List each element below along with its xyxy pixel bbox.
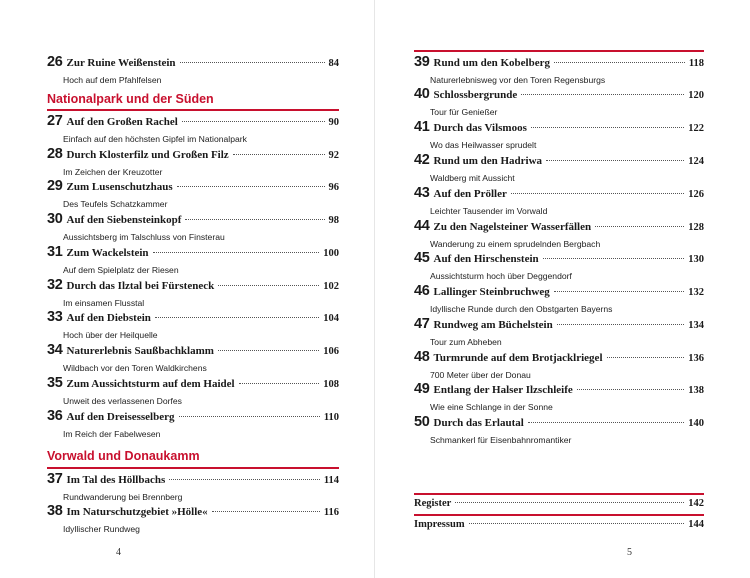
page-number: 5 (627, 547, 632, 558)
tour-subtitle: 700 Meter über der Donau (430, 370, 531, 380)
page-ref: 108 (323, 379, 339, 390)
leader-dots (531, 127, 684, 128)
tour-number: 38 (47, 503, 63, 519)
page-ref: 92 (328, 150, 339, 161)
toc-entry[interactable] (414, 54, 704, 90)
leader-dots (554, 62, 685, 63)
tour-title: Rundweg am Büchelstein (433, 319, 553, 331)
tour-number: 49 (414, 381, 430, 397)
toc-entry[interactable] (414, 119, 704, 155)
tour-subtitle: Tour zum Abheben (430, 337, 502, 347)
leader-dots (180, 62, 325, 63)
tour-subtitle: Rundwanderung bei Brennberg (63, 492, 183, 502)
page-ref: 140 (688, 418, 704, 429)
toc-entry[interactable] (47, 471, 339, 507)
section-heading: Vorwald und Donaukamm (47, 449, 200, 463)
page-ref: 120 (688, 90, 704, 101)
leader-dots (218, 350, 319, 351)
tour-title: Zu den Nagelsteiner Wasserfällen (433, 221, 592, 233)
toc-entry[interactable] (47, 54, 339, 90)
page-ref: 126 (688, 189, 704, 200)
tour-number: 44 (414, 218, 430, 234)
tour-title: Auf den Diebstein (66, 312, 151, 324)
leader-dots (182, 121, 325, 122)
tour-number: 28 (47, 146, 63, 162)
page-ref: 144 (688, 519, 704, 530)
tour-title: Zum Lusenschutzhaus (66, 181, 173, 193)
page-ref: 134 (688, 320, 704, 331)
tour-number: 26 (47, 54, 63, 70)
leader-dots (233, 154, 325, 155)
tour-title: Turmrunde auf dem Brotjacklriegel (433, 352, 603, 364)
tour-subtitle: Naturerlebnisweg vor den Toren Regensburgs (430, 75, 606, 85)
tour-subtitle: Hoch auf dem Pfahlfelsen (63, 75, 162, 85)
tour-subtitle: Einfach auf den höchsten Gipfel im Nationalpark (63, 134, 247, 144)
tour-number: 39 (414, 54, 430, 70)
tour-number: 29 (47, 178, 63, 194)
tour-title: Zum Wackelstein (66, 247, 149, 259)
page-ref: 132 (688, 287, 704, 298)
tour-number: 46 (414, 283, 430, 299)
extra-title: Register (414, 498, 452, 509)
section-rule (47, 109, 339, 111)
toc-extra-impressum[interactable] (414, 519, 704, 530)
leader-dots (212, 511, 320, 512)
tour-subtitle: Leichter Tausender im Vorwald (430, 206, 548, 216)
tour-subtitle: Wo das Heilwasser sprudelt (430, 140, 537, 150)
page-ref: 130 (688, 254, 704, 265)
extra-title: Impressum (414, 519, 465, 530)
tour-number: 36 (47, 408, 63, 424)
tour-subtitle: Waldberg mit Aussicht (430, 173, 515, 183)
page-ref: 110 (323, 412, 339, 423)
tour-subtitle: Wanderung zu einem sprudelnden Bergbach (430, 239, 601, 249)
page-ref: 136 (688, 353, 704, 364)
toc-entry[interactable] (47, 408, 339, 444)
toc-entry[interactable] (47, 211, 339, 247)
tour-subtitle: Im Zeichen der Kreuzotter (63, 167, 163, 177)
section-rule (414, 50, 704, 52)
leader-dots (577, 389, 684, 390)
toc-entry[interactable] (47, 503, 339, 539)
page-ref: 118 (688, 58, 704, 69)
leader-dots (511, 193, 684, 194)
page-ref: 114 (323, 475, 339, 486)
tour-title: Entlang der Halser Ilzschleife (433, 384, 573, 396)
section-rule (414, 493, 704, 495)
tour-title: Auf den Großen Rachel (66, 116, 178, 128)
toc-entry[interactable] (47, 342, 339, 378)
tour-title: Durch Klosterfilz und Großen Filz (66, 149, 229, 161)
tour-title: Zur Ruine Weißenstein (66, 57, 176, 69)
leader-dots (469, 523, 685, 524)
page-ref: 124 (688, 156, 704, 167)
leader-dots (153, 252, 320, 253)
tour-title: Im Naturschutzgebiet »Hölle« (66, 506, 208, 518)
tour-title: Rund um den Hadriwa (433, 155, 543, 167)
toc-entry[interactable] (414, 316, 704, 352)
toc-entry[interactable] (47, 244, 339, 280)
tour-title: Zum Aussichtsturm auf dem Haidel (66, 378, 235, 390)
leader-dots (455, 502, 684, 503)
tour-title: Auf den Dreisesselberg (66, 411, 175, 423)
leader-dots (554, 291, 684, 292)
page-ref: 138 (688, 385, 704, 396)
page-ref: 100 (323, 248, 339, 259)
leader-dots (543, 258, 685, 259)
toc-entry[interactable] (414, 349, 704, 385)
tour-number: 43 (414, 185, 430, 201)
section-rule (414, 514, 704, 516)
tour-number: 50 (414, 414, 430, 430)
tour-number: 34 (47, 342, 63, 358)
page-number: 4 (116, 547, 121, 558)
tour-number: 27 (47, 113, 63, 129)
tour-title: Durch das Vilsmoos (433, 122, 527, 134)
tour-number: 48 (414, 349, 430, 365)
tour-number: 31 (47, 244, 63, 260)
toc-entry[interactable] (414, 414, 704, 450)
right-page (375, 0, 750, 578)
leader-dots (155, 317, 319, 318)
toc-entry[interactable] (414, 152, 704, 188)
toc-entry[interactable] (47, 309, 339, 345)
leader-dots (546, 160, 684, 161)
leader-dots (177, 186, 325, 187)
leader-dots (185, 219, 324, 220)
tour-subtitle: Des Teufels Schatzkammer (63, 199, 168, 209)
tour-subtitle: Idyllischer Rundweg (63, 524, 140, 534)
tour-title: Durch das Erlautal (433, 417, 524, 429)
tour-subtitle: Aussichtsberg im Talschluss von Finsterau (63, 232, 225, 242)
tour-number: 47 (414, 316, 430, 332)
tour-number: 35 (47, 375, 63, 391)
toc-entry[interactable] (414, 283, 704, 319)
section-rule (47, 467, 339, 469)
toc-entry[interactable] (414, 185, 704, 221)
tour-number: 40 (414, 86, 430, 102)
tour-subtitle: Unweit des verlassenen Dorfes (63, 396, 182, 406)
tour-subtitle: Auf dem Spielplatz der Riesen (63, 265, 179, 275)
leader-dots (169, 479, 320, 480)
tour-number: 32 (47, 277, 63, 293)
page-ref: 96 (328, 182, 339, 193)
tour-title: Lallinger Steinbruchweg (433, 286, 550, 298)
tour-number: 37 (47, 471, 63, 487)
leader-dots (179, 416, 320, 417)
tour-subtitle: Tour für Genießer (430, 107, 498, 117)
tour-title: Im Tal des Höllbachs (66, 474, 166, 486)
leader-dots (521, 94, 684, 95)
tour-subtitle: Im einsamen Flusstal (63, 298, 145, 308)
leader-dots (528, 422, 684, 423)
tour-subtitle: Im Reich der Fabelwesen (63, 429, 161, 439)
page-ref: 106 (323, 346, 339, 357)
toc-entry[interactable] (47, 277, 339, 313)
toc-entry[interactable] (47, 375, 339, 411)
tour-subtitle: Idyllische Runde durch den Obstgarten Bayerns (430, 304, 613, 314)
tour-title: Auf den Pröller (433, 188, 507, 200)
toc-extra-register[interactable] (414, 498, 704, 509)
page-ref: 98 (328, 215, 339, 226)
page-ref: 122 (688, 123, 704, 134)
toc-entry[interactable] (47, 146, 339, 182)
tour-subtitle: Hoch über der Heilquelle (63, 330, 158, 340)
page-ref: 90 (328, 117, 339, 128)
section-heading: Nationalpark und der Süden (47, 92, 214, 106)
toc-entry[interactable] (414, 381, 704, 417)
tour-subtitle: Schmankerl für Eisenbahnromantiker (430, 435, 572, 445)
page-ref: 84 (328, 58, 339, 69)
page-ref: 142 (688, 498, 704, 509)
tour-subtitle: Wildbach vor den Toren Waldkirchens (63, 363, 207, 373)
tour-title: Schlossbergrunde (433, 89, 518, 101)
tour-title: Rund um den Kobelberg (433, 57, 550, 69)
tour-title: Naturerlebnis Saußbachklamm (66, 345, 214, 357)
page-ref: 116 (323, 507, 339, 518)
tour-number: 41 (414, 119, 430, 135)
tour-title: Durch das Ilztal bei Fürsteneck (66, 280, 215, 292)
tour-title: Auf den Siebensteinkopf (66, 214, 182, 226)
tour-number: 42 (414, 152, 430, 168)
tour-number: 30 (47, 211, 63, 227)
leader-dots (239, 383, 320, 384)
leader-dots (218, 285, 319, 286)
toc-entry[interactable] (47, 178, 339, 214)
leader-dots (557, 324, 685, 325)
toc-entry[interactable] (414, 86, 704, 122)
toc-entry[interactable] (414, 218, 704, 254)
leader-dots (607, 357, 685, 358)
tour-number: 45 (414, 250, 430, 266)
tour-subtitle: Aussichtsturm hoch über Deggendorf (430, 271, 572, 281)
toc-entry[interactable] (414, 250, 704, 286)
tour-subtitle: Wie eine Schlange in der Sonne (430, 402, 553, 412)
page-ref: 128 (688, 222, 704, 233)
tour-number: 33 (47, 309, 63, 325)
leader-dots (595, 226, 684, 227)
tour-title: Auf den Hirschenstein (433, 253, 539, 265)
page-ref: 102 (323, 281, 339, 292)
toc-entry[interactable] (47, 113, 339, 149)
page-ref: 104 (323, 313, 339, 324)
